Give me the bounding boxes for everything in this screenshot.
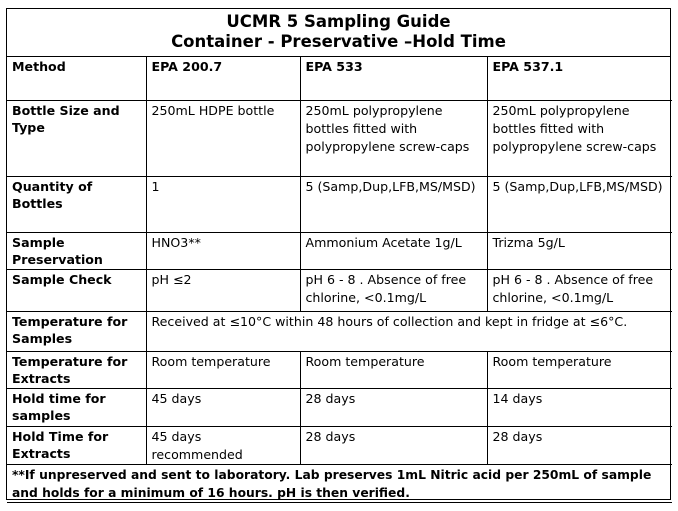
page-title bbox=[7, 9, 670, 57]
footnote: **If unpreserved and sent to laboratory. Lab preserves 1mL Nitric acid per 250mL of sample and holds for a minimum of 16 hours. pH is then verified. bbox=[7, 464, 672, 502]
cell-preservation-533: Ammonium Acetate 1g/L bbox=[300, 232, 487, 269]
table-row-hold-extracts bbox=[7, 426, 672, 464]
cell-check-537-1: pH 6 - 8 . Absence of free chlorine, <0.1mg/L bbox=[487, 269, 672, 311]
cell-hold-samples-533: 28 days bbox=[300, 388, 487, 426]
header-epa-533: EPA 533 bbox=[300, 57, 487, 100]
row-label-quantity: Quantity of Bottles bbox=[7, 176, 146, 232]
cell-preservation-200-7: HNO3** bbox=[146, 232, 300, 269]
cell-quantity-533: 5 (Samp,Dup,LFB,MS/MSD) bbox=[300, 176, 487, 232]
header-epa-200-7: EPA 200.7 bbox=[146, 57, 300, 100]
cell-bottle-200-7: 250mL HDPE bottle bbox=[146, 100, 300, 176]
cell-hold-extracts-200-7: 45 days recommended bbox=[146, 426, 300, 464]
cell-temp-samples: Received at ≤10°C within 48 hours of collection and kept in fridge at ≤6°C. bbox=[146, 311, 672, 351]
cell-hold-extracts-533: 28 days bbox=[300, 426, 487, 464]
table-row-bottle bbox=[7, 100, 672, 176]
cell-hold-extracts-537-1: 28 days bbox=[487, 426, 672, 464]
row-label-bottle: Bottle Size and Type bbox=[7, 100, 146, 176]
cell-check-533: pH 6 - 8 . Absence of free chlorine, <0.1mg/L bbox=[300, 269, 487, 311]
cell-bottle-533: 250mL polypropylene bottles fitted with polypropylene screw-caps bbox=[300, 100, 487, 176]
cell-preservation-537-1: Trizma 5g/L bbox=[487, 232, 672, 269]
cell-bottle-537-1: 250mL polypropylene bottles fitted with polypropylene screw-caps bbox=[487, 100, 672, 176]
table-row-temp-extracts bbox=[7, 351, 672, 388]
cell-quantity-200-7: 1 bbox=[146, 176, 300, 232]
cell-hold-samples-200-7: 45 days bbox=[146, 388, 300, 426]
cell-temp-extracts-537-1: Room temperature bbox=[487, 351, 672, 388]
row-label-preservation: Sample Preservation bbox=[7, 232, 146, 269]
title-line-2: Container - Preservative –Hold Time bbox=[171, 32, 506, 51]
row-label-hold-extracts: Hold Time for Extracts bbox=[7, 426, 146, 464]
row-label-temp-extracts: Temperature for Extracts bbox=[7, 351, 146, 388]
table-row-preservation bbox=[7, 232, 672, 269]
table-row-header bbox=[7, 57, 672, 100]
row-label-temp-samples: Temperature for Samples bbox=[7, 311, 146, 351]
table-row-footnote bbox=[7, 464, 672, 502]
row-label-hold-samples: Hold time for samples bbox=[7, 388, 146, 426]
title-line-1: UCMR 5 Sampling Guide bbox=[226, 12, 451, 31]
row-label-check: Sample Check bbox=[7, 269, 146, 311]
header-epa-537-1: EPA 537.1 bbox=[487, 57, 672, 100]
table-row-hold-samples bbox=[7, 388, 672, 426]
header-method: Method bbox=[7, 57, 146, 100]
cell-quantity-537-1: 5 (Samp,Dup,LFB,MS/MSD) bbox=[487, 176, 672, 232]
cell-check-200-7: pH ≤2 bbox=[146, 269, 300, 311]
table-row-temp-samples bbox=[7, 311, 672, 351]
cell-temp-extracts-200-7: Room temperature bbox=[146, 351, 300, 388]
sampling-guide-sheet bbox=[6, 8, 671, 500]
cell-hold-samples-537-1: 14 days bbox=[487, 388, 672, 426]
sampling-table bbox=[7, 57, 672, 503]
cell-temp-extracts-533: Room temperature bbox=[300, 351, 487, 388]
table-row-quantity bbox=[7, 176, 672, 232]
table-row-check bbox=[7, 269, 672, 311]
